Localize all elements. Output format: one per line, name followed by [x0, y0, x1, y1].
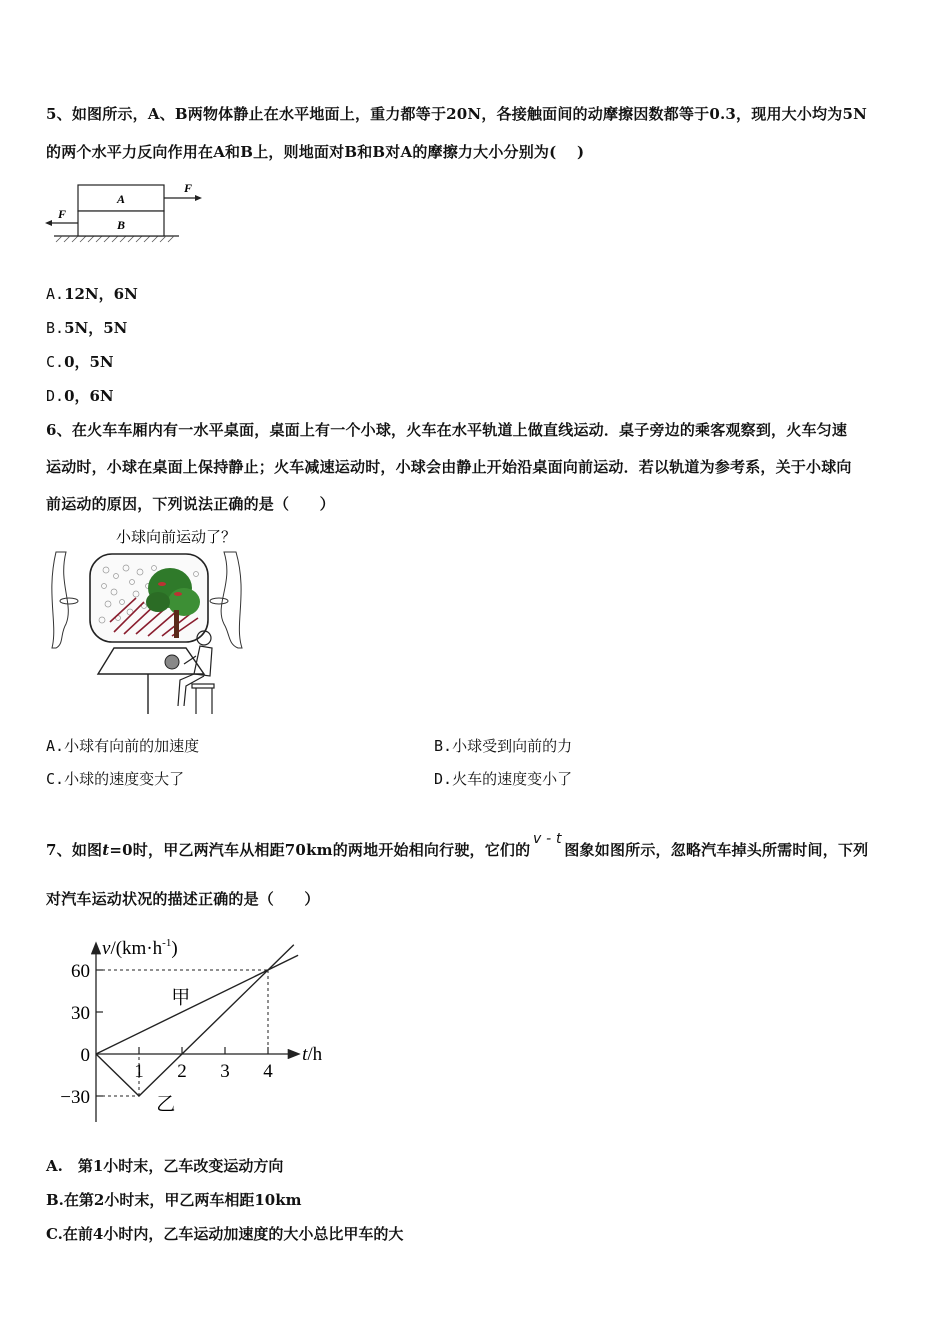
q7-vt-chart [44, 922, 344, 1122]
y-tick-label: 60 [71, 961, 90, 982]
block-b-label: B [116, 218, 126, 232]
y-tick-label: 0 [80, 1045, 90, 1066]
q5-option-c: C.0，5N [46, 353, 114, 371]
left-curtain-tie [60, 598, 78, 604]
q6-option-d: D.火车的速度变小了 [434, 770, 573, 788]
block-a-label: A [116, 192, 126, 206]
q5-option-d: D.0，6N [46, 387, 114, 405]
right-curtain [221, 552, 242, 648]
q7-line-2: 对汽车运动状况的描述正确的是（ ） [46, 890, 320, 908]
y-axis-label: $v/(km\cdot h^{-1})$ [102, 937, 178, 959]
q6-option-b: B.小球受到向前的力 [434, 737, 573, 755]
ground-hatching [56, 236, 174, 242]
q6-line-2: 运动时，小球在桌面上保持静止；火车减速运动时，小球会由静止开始沿桌面向前运动．若以轨道为参考系，关于小球向 [46, 458, 852, 476]
q6-figure-caption: 小球向前运动了？ [116, 530, 237, 546]
right-curtain-tie [210, 598, 228, 604]
q7-option-a: A. 第1小时末，乙车改变运动方向 [46, 1157, 284, 1175]
q5-option-b: B.5N，5N [46, 319, 128, 337]
q7-option-b: B.在第2小时末，甲乙两车相距10km [46, 1191, 302, 1209]
q6-line-3: 前运动的原因，下列说法正确的是（ ） [46, 495, 335, 513]
force-right-label: F [184, 181, 193, 195]
force-left-label: F [58, 207, 67, 221]
q6-line-1: 6、在火车车厢内有一水平桌面，桌面上有一个小球，火车在水平轨道上做直线运动．桌子旁边的乘客观察到，火车匀速 [46, 421, 848, 439]
x-tick-label: 4 [263, 1061, 273, 1082]
q6-option-c: C.小球的速度变大了 [46, 770, 185, 788]
q5-option-a: A.12N，6N [46, 285, 138, 303]
q5-blocks-figure [44, 176, 214, 246]
q6-option-a: A.小球有向前的加速度 [46, 737, 200, 755]
q5-line-2: 的两个水平力反向作用在A和B上，则地面对B和B对A的摩擦力大小分别为( ) [46, 143, 585, 161]
x-tick-label: 2 [177, 1061, 187, 1082]
q7-line-1: 7、如图t=0时，甲乙两汽车从相距70km的两地开始相向行驶，它们的v - t图象如图所示，忽略汽车掉头所需时间，下列 [46, 831, 869, 859]
q7-option-c: C.在前4小时内，乙车运动加速度的大小总比甲车的大 [46, 1225, 404, 1243]
y-tick-label: 30 [71, 1003, 90, 1024]
x-tick-label: 3 [220, 1061, 230, 1082]
y-tick-label: −30 [60, 1087, 90, 1108]
x-tick-label: 1 [134, 1061, 144, 1082]
q6-train-figure [44, 524, 284, 719]
series-jia-label: 甲 [171, 987, 191, 1009]
chart-plot-area [60, 937, 322, 1122]
q5-line-1: 5、如图所示，A、B两物体静止在水平地面上，重力都等于20N，各接触面间的动摩擦因数都等于0.3，现用大小均为5N [46, 105, 867, 123]
ball [165, 655, 179, 669]
x-axis-label: t/h [302, 1044, 323, 1065]
series-yi-label: 乙 [156, 1094, 176, 1115]
vt-inline-symbol: v - t [532, 831, 562, 847]
